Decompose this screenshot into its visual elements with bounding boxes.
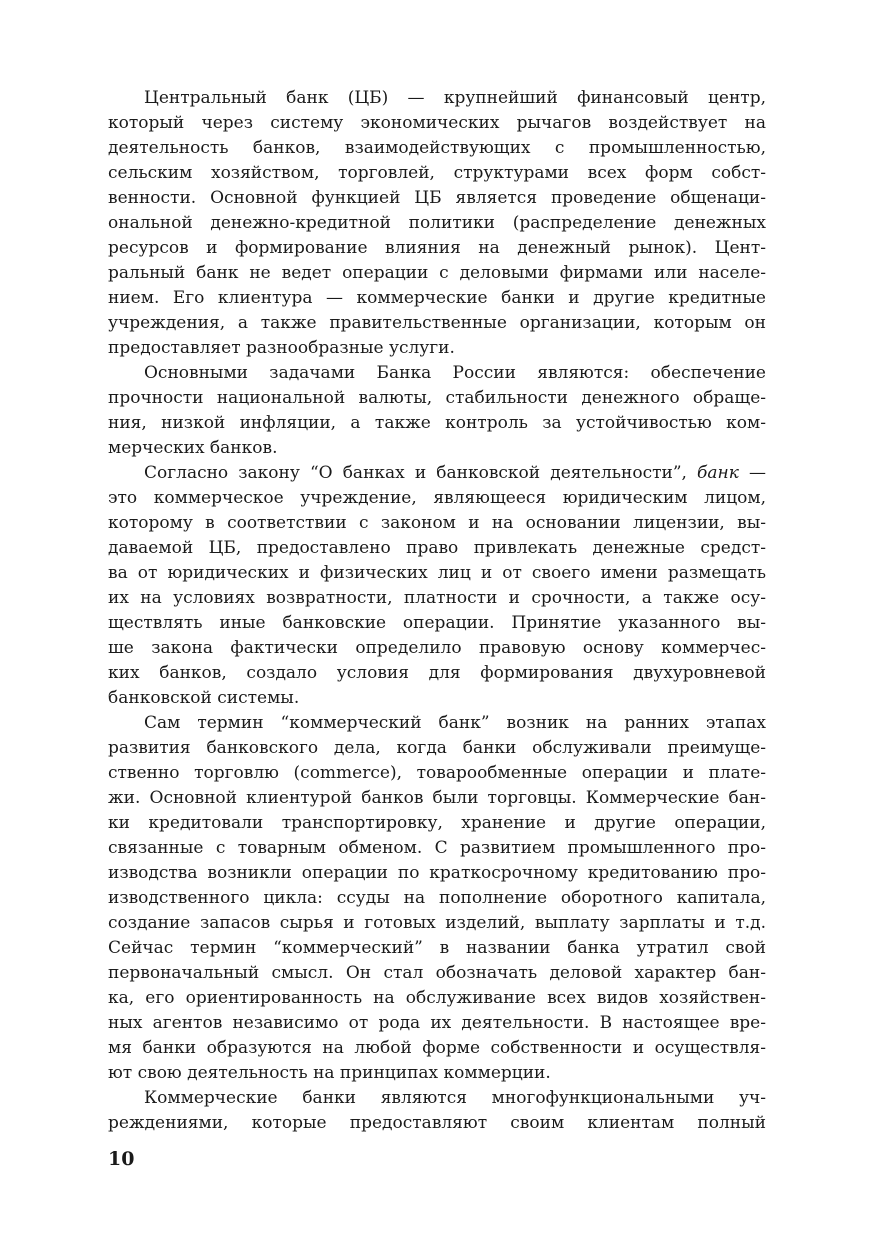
- text-line: мерческих банков.: [108, 438, 278, 458]
- text-line: создание запасов сырья и готовых изделий, выплату зарплаты и т.д.: [108, 913, 766, 933]
- text-line: ных агентов независимо от рода их деятельности. В настоящее вре-: [108, 1013, 766, 1033]
- text-line: ственно торговлю (commerce), товарообменные операции и плате-: [108, 763, 766, 783]
- text-line: Коммерческие банки являются многофункциональными уч-: [144, 1088, 766, 1108]
- text-line: ональной денежно-кредитной политики (распределение денежных: [108, 213, 766, 233]
- text-line: изводственного цикла: ссуды на пополнение оборотного капитала,: [108, 888, 766, 908]
- page-body: [108, 86, 766, 1136]
- text-line: Центральный банк (ЦБ) — крупнейший финансовый центр,: [144, 88, 766, 108]
- paragraph: [108, 86, 766, 361]
- text-line: деятельность банков, взаимодействующих с промышленностью,: [108, 138, 766, 158]
- text-line: [108, 461, 766, 486]
- text-line: предоставляет разнообразные услуги.: [108, 338, 455, 358]
- paragraph: [108, 361, 766, 461]
- text-line: изводства возникли операции по краткосрочному кредитованию про-: [108, 863, 766, 883]
- text-line: ва от юридических и физических лиц и от своего имени размещать: [108, 563, 766, 583]
- text-line: связанные с товарным обменом. С развитием промышленного про-: [108, 838, 766, 858]
- text-span: —: [738, 463, 767, 483]
- text-line: Сейчас термин “коммерческий” в названии банка утратил свой: [108, 938, 766, 958]
- text-line: нием. Его клиентура — коммерческие банки и другие кредитные: [108, 288, 766, 308]
- paragraph: [108, 1086, 766, 1136]
- text-line: ществлять иные банковские операции. Принятие указанного вы-: [108, 613, 766, 633]
- text-line: которому в соответствии с законом и на основании лицензии, вы-: [108, 513, 766, 533]
- text-line: ше закона фактически определило правовую основу коммерчес-: [108, 638, 766, 658]
- text-line: венности. Основной функцией ЦБ является проведение общенаци-: [108, 188, 766, 208]
- text-line: это коммерческое учреждение, являющееся юридическим лицом,: [108, 488, 766, 508]
- italic-term: банк: [697, 463, 739, 483]
- text-line: ка, его ориентированность на обслуживание всех видов хозяйствен-: [108, 988, 766, 1008]
- text-line: Сам термин “коммерческий банк” возник на ранних этапах: [144, 713, 766, 733]
- text-line: мя банки образуются на любой форме собственности и осуществля-: [108, 1038, 766, 1058]
- paragraph: [108, 711, 766, 1086]
- text-line: даваемой ЦБ, предоставлено право привлекать денежные средст-: [108, 538, 766, 558]
- text-line: ния, низкой инфляции, а также контроль за устойчивостью ком-: [108, 413, 766, 433]
- text-line: банковской системы.: [108, 688, 300, 708]
- text-line: ральный банк не ведет операции с деловыми фирмами или населе-: [108, 263, 766, 283]
- text-line: сельским хозяйством, торговлей, структурами всех форм собст-: [108, 163, 766, 183]
- text-span: Согласно закону “О банках и банковской деятельности”,: [144, 463, 698, 483]
- text-line: ют свою деятельность на принципах коммерции.: [108, 1063, 551, 1083]
- text-line: жи. Основной клиентурой банков были торговцы. Коммерческие бан-: [108, 788, 766, 808]
- text-line: прочности национальной валюты, стабильности денежного обраще-: [108, 388, 766, 408]
- text-line: ких банков, создало условия для формирования двухуровневой: [108, 663, 766, 683]
- page-number: 10: [108, 1148, 135, 1170]
- paragraph: [108, 461, 766, 711]
- text-line: их на условиях возвратности, платности и срочности, а также осу-: [108, 588, 766, 608]
- text-line: первоначальный смысл. Он стал обозначать деловой характер бан-: [108, 963, 766, 983]
- text-line: Основными задачами Банка России являются: обеспечение: [144, 363, 766, 383]
- text-line: ки кредитовали транспортировку, хранение и другие операции,: [108, 813, 766, 833]
- text-line: ресурсов и формирование влияния на денежный рынок). Цент-: [108, 238, 766, 258]
- text-line: который через систему экономических рычагов воздействует на: [108, 113, 766, 133]
- text-line: развития банковского дела, когда банки обслуживали преимуще-: [108, 738, 766, 758]
- text-line: реждениями, которые предоставляют своим клиентам полный: [108, 1113, 766, 1133]
- text-line: учреждения, а также правительственные организации, которым он: [108, 313, 766, 333]
